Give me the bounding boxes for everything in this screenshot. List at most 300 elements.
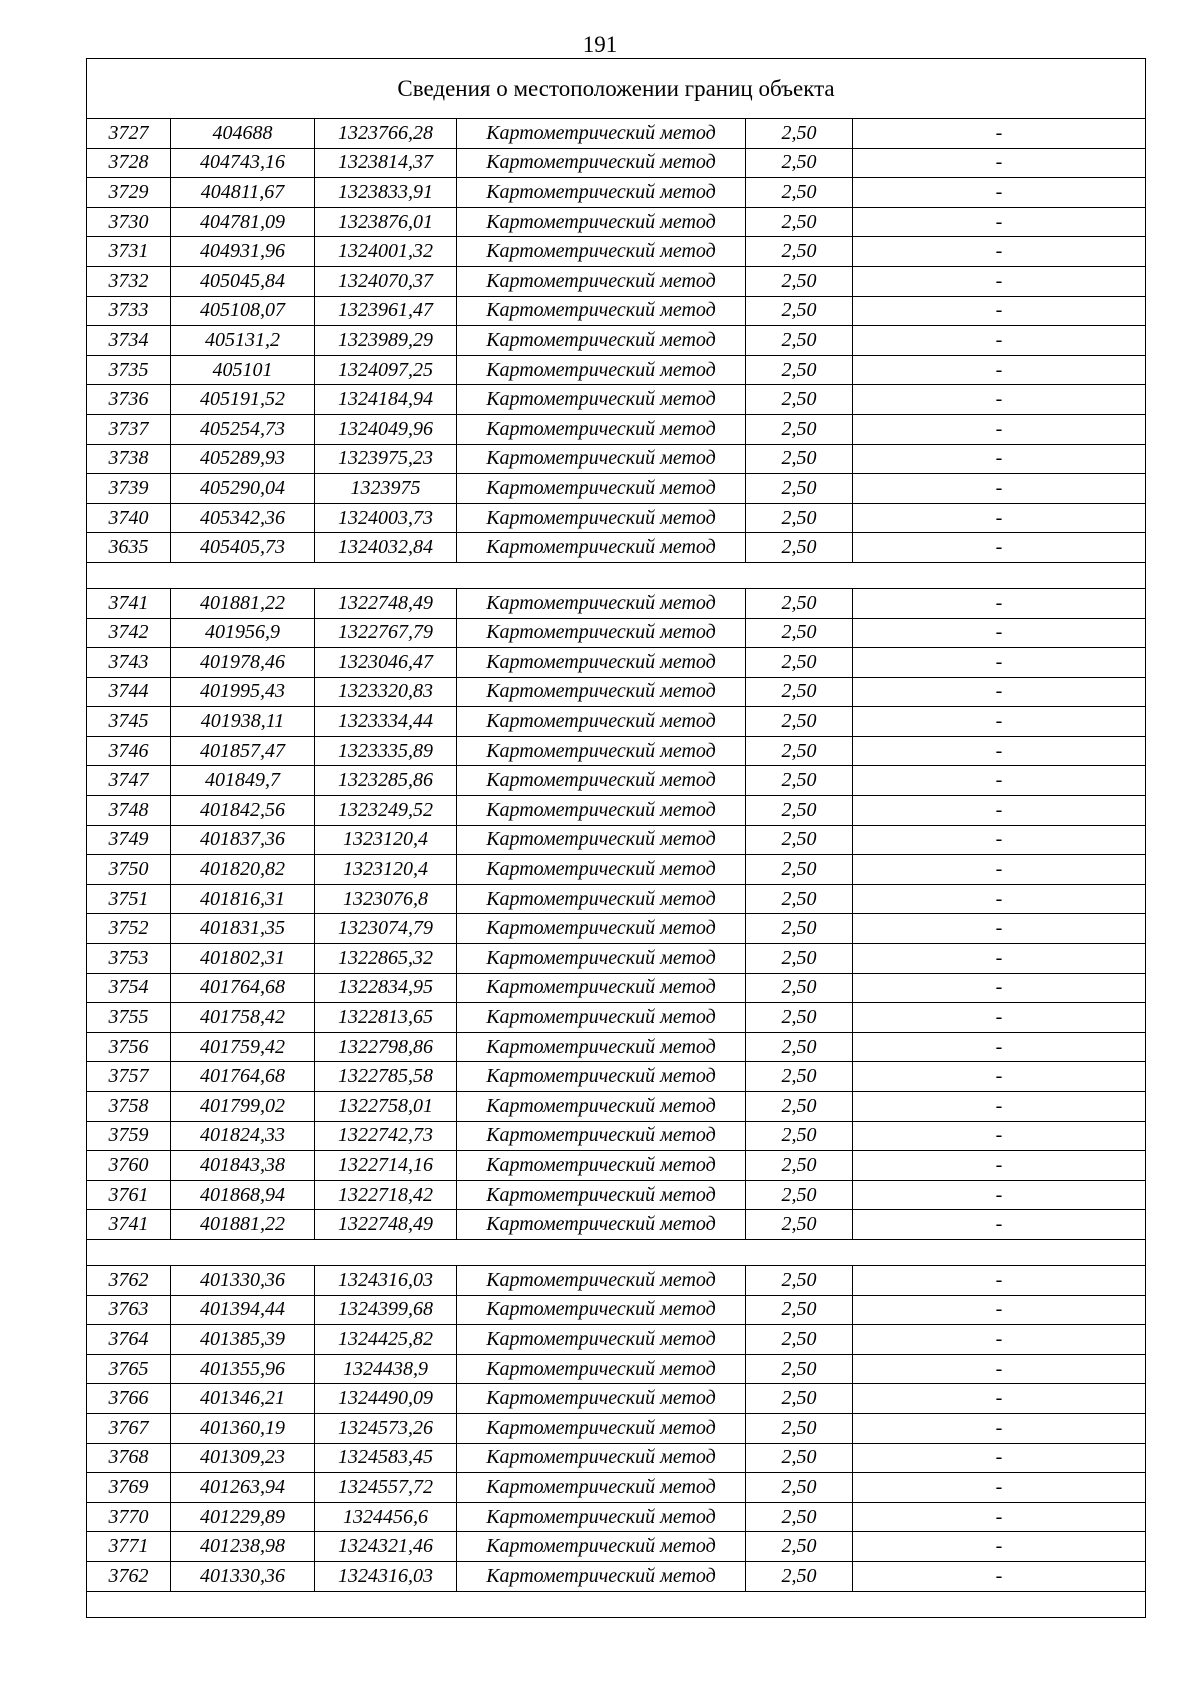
- x-coordinate-cell: 404688: [171, 119, 315, 148]
- description-cell: -: [995, 798, 1003, 821]
- y-coordinate-cell: 1324184,94: [315, 385, 457, 414]
- y-coordinate-cell: 1323876,01: [315, 208, 457, 237]
- point-number-cell: 3754: [87, 974, 171, 1003]
- x-coordinate-cell: 401330,36: [171, 1266, 315, 1295]
- point-number-cell: 3734: [87, 326, 171, 355]
- x-coordinate-cell: 401956,9: [171, 619, 315, 648]
- y-coordinate-cell: 1324003,73: [315, 504, 457, 533]
- method-cell: Картометрический метод: [457, 1532, 746, 1561]
- description-cell: -: [995, 388, 1003, 411]
- method-cell: Картометрический метод: [457, 914, 746, 943]
- accuracy-cell: 2,50: [746, 1266, 853, 1295]
- y-coordinate-cell: 1324557,72: [315, 1473, 457, 1502]
- accuracy-cell: 2,50: [746, 796, 853, 825]
- method-cell: Картометрический метод: [457, 474, 746, 503]
- y-coordinate-cell: 1324456,6: [315, 1503, 457, 1532]
- table-row: [87, 474, 1145, 504]
- description-cell: -: [995, 887, 1003, 910]
- method-cell: Картометрический метод: [457, 1181, 746, 1210]
- method-cell: Картометрический метод: [457, 1444, 746, 1473]
- accuracy-cell: 2,50: [746, 1503, 853, 1532]
- point-number-cell: 3762: [87, 1562, 171, 1591]
- point-number-cell: 3751: [87, 885, 171, 914]
- point-number-cell: 3769: [87, 1473, 171, 1502]
- accuracy-cell: 2,50: [746, 707, 853, 736]
- point-number-cell: 3767: [87, 1414, 171, 1443]
- table-row: [87, 589, 1145, 619]
- table-row: [87, 178, 1145, 208]
- accuracy-cell: 2,50: [746, 944, 853, 973]
- point-number-cell: 3756: [87, 1033, 171, 1062]
- description-cell: -: [995, 121, 1003, 144]
- method-cell: Картометрический метод: [457, 504, 746, 533]
- description-cell: -: [995, 1505, 1003, 1528]
- y-coordinate-cell: 1324438,9: [315, 1355, 457, 1384]
- accuracy-cell: 2,50: [746, 1062, 853, 1091]
- method-cell: Картометрический метод: [457, 678, 746, 707]
- accuracy-cell: 2,50: [746, 1355, 853, 1384]
- accuracy-cell: 2,50: [746, 1384, 853, 1413]
- method-cell: Картометрический метод: [457, 267, 746, 296]
- point-number-cell: 3746: [87, 737, 171, 766]
- method-cell: Картометрический метод: [457, 1355, 746, 1384]
- x-coordinate-cell: 401978,46: [171, 648, 315, 677]
- accuracy-cell: 2,50: [746, 149, 853, 178]
- x-coordinate-cell: 401831,35: [171, 914, 315, 943]
- description-cell: -: [995, 858, 1003, 881]
- x-coordinate-cell: 401764,68: [171, 1062, 315, 1091]
- description-cell: -: [995, 1446, 1003, 1469]
- x-coordinate-cell: 404743,16: [171, 149, 315, 178]
- description-cell: -: [995, 536, 1003, 559]
- x-coordinate-cell: 401843,38: [171, 1151, 315, 1180]
- accuracy-cell: 2,50: [746, 1414, 853, 1443]
- description-cell: -: [995, 1006, 1003, 1029]
- description-cell: -: [995, 506, 1003, 529]
- y-coordinate-cell: 1324316,03: [315, 1562, 457, 1591]
- point-number-cell: 3755: [87, 1003, 171, 1032]
- table-row: [87, 1532, 1145, 1562]
- x-coordinate-cell: 401238,98: [171, 1532, 315, 1561]
- table-row: [87, 737, 1145, 767]
- method-cell: Картометрический метод: [457, 415, 746, 444]
- table-row: [87, 1414, 1145, 1444]
- y-coordinate-cell: 1323975,23: [315, 445, 457, 474]
- description-cell: -: [995, 1035, 1003, 1058]
- x-coordinate-cell: 405131,2: [171, 326, 315, 355]
- method-cell: Картометрический метод: [457, 1266, 746, 1295]
- point-number-cell: 3770: [87, 1503, 171, 1532]
- x-coordinate-cell: 401857,47: [171, 737, 315, 766]
- y-coordinate-cell: 1322714,16: [315, 1151, 457, 1180]
- y-coordinate-cell: 1322742,73: [315, 1122, 457, 1151]
- method-cell: Картометрический метод: [457, 885, 746, 914]
- point-number-cell: 3763: [87, 1296, 171, 1325]
- table-title: Сведения о местоположении границ объекта: [87, 59, 1145, 119]
- accuracy-cell: 2,50: [746, 648, 853, 677]
- description-cell: -: [995, 1416, 1003, 1439]
- y-coordinate-cell: 1322798,86: [315, 1033, 457, 1062]
- accuracy-cell: 2,50: [746, 1296, 853, 1325]
- x-coordinate-cell: 401868,94: [171, 1181, 315, 1210]
- table-row: [87, 1444, 1145, 1474]
- y-coordinate-cell: 1322785,58: [315, 1062, 457, 1091]
- table-row: [87, 149, 1145, 179]
- description-cell: -: [995, 1065, 1003, 1088]
- table-row: [87, 385, 1145, 415]
- accuracy-cell: 2,50: [746, 1473, 853, 1502]
- method-cell: Картометрический метод: [457, 119, 746, 148]
- description-cell: -: [995, 269, 1003, 292]
- accuracy-cell: 2,50: [746, 1444, 853, 1473]
- accuracy-cell: 2,50: [746, 1033, 853, 1062]
- y-coordinate-cell: 1323074,79: [315, 914, 457, 943]
- point-number-cell: 3738: [87, 445, 171, 474]
- y-coordinate-cell: 1324097,25: [315, 356, 457, 385]
- method-cell: Картометрический метод: [457, 1325, 746, 1354]
- table-row: [87, 678, 1145, 708]
- x-coordinate-cell: 405254,73: [171, 415, 315, 444]
- accuracy-cell: 2,50: [746, 1003, 853, 1032]
- accuracy-cell: 2,50: [746, 766, 853, 795]
- x-coordinate-cell: 405342,36: [171, 504, 315, 533]
- table-body: [87, 119, 1145, 1618]
- y-coordinate-cell: 1323833,91: [315, 178, 457, 207]
- table-row: [87, 707, 1145, 737]
- point-number-cell: 3759: [87, 1122, 171, 1151]
- method-cell: Картометрический метод: [457, 589, 746, 618]
- y-coordinate-cell: 1322834,95: [315, 974, 457, 1003]
- table-row: [87, 1503, 1145, 1533]
- point-number-cell: 3727: [87, 119, 171, 148]
- table-row: [87, 648, 1145, 678]
- method-cell: Картометрический метод: [457, 178, 746, 207]
- table-row: [87, 1033, 1145, 1063]
- description-cell: -: [995, 358, 1003, 381]
- table-row: [87, 1003, 1145, 1033]
- table-row: [87, 1384, 1145, 1414]
- method-cell: Картометрический метод: [457, 1092, 746, 1121]
- method-cell: Картометрический метод: [457, 1473, 746, 1502]
- method-cell: Картометрический метод: [457, 944, 746, 973]
- x-coordinate-cell: 401842,56: [171, 796, 315, 825]
- point-number-cell: 3747: [87, 766, 171, 795]
- y-coordinate-cell: 1323285,86: [315, 766, 457, 795]
- x-coordinate-cell: 405101: [171, 356, 315, 385]
- y-coordinate-cell: 1322865,32: [315, 944, 457, 973]
- method-cell: Картометрический метод: [457, 149, 746, 178]
- accuracy-cell: 2,50: [746, 1532, 853, 1561]
- description-cell: -: [995, 769, 1003, 792]
- accuracy-cell: 2,50: [746, 178, 853, 207]
- description-cell: -: [995, 240, 1003, 263]
- method-cell: Картометрический метод: [457, 1414, 746, 1443]
- point-number-cell: 3762: [87, 1266, 171, 1295]
- table-row: [87, 1062, 1145, 1092]
- accuracy-cell: 2,50: [746, 974, 853, 1003]
- description-cell: -: [995, 591, 1003, 614]
- description-cell: -: [995, 1094, 1003, 1117]
- table-row: [87, 796, 1145, 826]
- method-cell: Картометрический метод: [457, 855, 746, 884]
- point-number-cell: 3739: [87, 474, 171, 503]
- description-cell: -: [995, 1153, 1003, 1176]
- x-coordinate-cell: 401849,7: [171, 766, 315, 795]
- y-coordinate-cell: 1324321,46: [315, 1532, 457, 1561]
- x-coordinate-cell: 405405,73: [171, 533, 315, 562]
- table-row: [87, 619, 1145, 649]
- x-coordinate-cell: 401309,23: [171, 1444, 315, 1473]
- table-row: [87, 766, 1145, 796]
- y-coordinate-cell: 1323334,44: [315, 707, 457, 736]
- x-coordinate-cell: 404931,96: [171, 237, 315, 266]
- table-row: [87, 533, 1145, 563]
- y-coordinate-cell: 1323814,37: [315, 149, 457, 178]
- x-coordinate-cell: 401355,96: [171, 1355, 315, 1384]
- accuracy-cell: 2,50: [746, 1122, 853, 1151]
- table-row: [87, 504, 1145, 534]
- accuracy-cell: 2,50: [746, 589, 853, 618]
- description-cell: -: [995, 917, 1003, 940]
- y-coordinate-cell: 1324032,84: [315, 533, 457, 562]
- table-row: [87, 1473, 1145, 1503]
- description-cell: -: [995, 1124, 1003, 1147]
- description-cell: -: [995, 650, 1003, 673]
- coordinates-table: [86, 58, 1146, 1618]
- point-number-cell: 3736: [87, 385, 171, 414]
- description-cell: -: [995, 680, 1003, 703]
- accuracy-cell: 2,50: [746, 1325, 853, 1354]
- table-row: [87, 1562, 1145, 1592]
- method-cell: Картометрический метод: [457, 297, 746, 326]
- method-cell: Картометрический метод: [457, 533, 746, 562]
- accuracy-cell: 2,50: [746, 826, 853, 855]
- method-cell: Картометрический метод: [457, 766, 746, 795]
- accuracy-cell: 2,50: [746, 1092, 853, 1121]
- description-cell: -: [995, 151, 1003, 174]
- y-coordinate-cell: 1323120,4: [315, 855, 457, 884]
- table-row: [87, 119, 1145, 149]
- point-number-cell: 3758: [87, 1092, 171, 1121]
- x-coordinate-cell: 401330,36: [171, 1562, 315, 1591]
- description-cell: -: [995, 828, 1003, 851]
- accuracy-cell: 2,50: [746, 385, 853, 414]
- point-number-cell: 3635: [87, 533, 171, 562]
- block-separator-row: [87, 1592, 1145, 1618]
- accuracy-cell: 2,50: [746, 1181, 853, 1210]
- accuracy-cell: 2,50: [746, 504, 853, 533]
- method-cell: Картометрический метод: [457, 1384, 746, 1413]
- y-coordinate-cell: 1323076,8: [315, 885, 457, 914]
- x-coordinate-cell: 401802,31: [171, 944, 315, 973]
- x-coordinate-cell: 405108,07: [171, 297, 315, 326]
- block-separator-row: [87, 1240, 1145, 1266]
- x-coordinate-cell: 401938,11: [171, 707, 315, 736]
- y-coordinate-cell: 1323249,52: [315, 796, 457, 825]
- accuracy-cell: 2,50: [746, 474, 853, 503]
- point-number-cell: 3748: [87, 796, 171, 825]
- method-cell: Картометрический метод: [457, 385, 746, 414]
- description-cell: -: [995, 299, 1003, 322]
- point-number-cell: 3760: [87, 1151, 171, 1180]
- x-coordinate-cell: 404781,09: [171, 208, 315, 237]
- description-cell: -: [995, 1327, 1003, 1350]
- table-row: [87, 267, 1145, 297]
- description-cell: -: [995, 946, 1003, 969]
- method-cell: Картометрический метод: [457, 208, 746, 237]
- table-row: [87, 1122, 1145, 1152]
- method-cell: Картометрический метод: [457, 1062, 746, 1091]
- y-coordinate-cell: 1324316,03: [315, 1266, 457, 1295]
- table-row: [87, 1151, 1145, 1181]
- x-coordinate-cell: 401837,36: [171, 826, 315, 855]
- y-coordinate-cell: 1324001,32: [315, 237, 457, 266]
- point-number-cell: 3761: [87, 1181, 171, 1210]
- x-coordinate-cell: 401764,68: [171, 974, 315, 1003]
- x-coordinate-cell: 404811,67: [171, 178, 315, 207]
- table-row: [87, 445, 1145, 475]
- x-coordinate-cell: 401759,42: [171, 1033, 315, 1062]
- point-number-cell: 3771: [87, 1532, 171, 1561]
- method-cell: Картометрический метод: [457, 826, 746, 855]
- x-coordinate-cell: 401820,82: [171, 855, 315, 884]
- description-cell: -: [995, 1564, 1003, 1587]
- point-number-cell: 3744: [87, 678, 171, 707]
- point-number-cell: 3740: [87, 504, 171, 533]
- method-cell: Картометрический метод: [457, 619, 746, 648]
- description-cell: -: [995, 976, 1003, 999]
- table-row: [87, 326, 1145, 356]
- description-cell: -: [995, 1268, 1003, 1291]
- table-row: [87, 885, 1145, 915]
- x-coordinate-cell: 401799,02: [171, 1092, 315, 1121]
- method-cell: Картометрический метод: [457, 1210, 746, 1239]
- description-cell: -: [995, 476, 1003, 499]
- y-coordinate-cell: 1323975: [315, 474, 457, 503]
- x-coordinate-cell: 401881,22: [171, 1210, 315, 1239]
- point-number-cell: 3735: [87, 356, 171, 385]
- method-cell: Картометрический метод: [457, 648, 746, 677]
- accuracy-cell: 2,50: [746, 1210, 853, 1239]
- method-cell: Картометрический метод: [457, 796, 746, 825]
- x-coordinate-cell: 401263,94: [171, 1473, 315, 1502]
- accuracy-cell: 2,50: [746, 356, 853, 385]
- table-row: [87, 297, 1145, 327]
- point-number-cell: 3737: [87, 415, 171, 444]
- method-cell: Картометрический метод: [457, 1151, 746, 1180]
- table-row: [87, 1266, 1145, 1296]
- table-row: [87, 914, 1145, 944]
- method-cell: Картометрический метод: [457, 737, 746, 766]
- method-cell: Картометрический метод: [457, 1562, 746, 1591]
- x-coordinate-cell: 401995,43: [171, 678, 315, 707]
- point-number-cell: 3730: [87, 208, 171, 237]
- accuracy-cell: 2,50: [746, 119, 853, 148]
- point-number-cell: 3728: [87, 149, 171, 178]
- y-coordinate-cell: 1323335,89: [315, 737, 457, 766]
- accuracy-cell: 2,50: [746, 885, 853, 914]
- accuracy-cell: 2,50: [746, 415, 853, 444]
- description-cell: -: [995, 739, 1003, 762]
- accuracy-cell: 2,50: [746, 1562, 853, 1591]
- accuracy-cell: 2,50: [746, 297, 853, 326]
- method-cell: Картометрический метод: [457, 1003, 746, 1032]
- point-number-cell: 3765: [87, 1355, 171, 1384]
- description-cell: -: [995, 210, 1003, 233]
- method-cell: Картометрический метод: [457, 1033, 746, 1062]
- description-cell: -: [995, 328, 1003, 351]
- method-cell: Картометрический метод: [457, 1296, 746, 1325]
- x-coordinate-cell: 401816,31: [171, 885, 315, 914]
- table-row: [87, 1210, 1145, 1240]
- description-cell: -: [995, 1535, 1003, 1558]
- accuracy-cell: 2,50: [746, 1151, 853, 1180]
- y-coordinate-cell: 1322718,42: [315, 1181, 457, 1210]
- accuracy-cell: 2,50: [746, 237, 853, 266]
- x-coordinate-cell: 401394,44: [171, 1296, 315, 1325]
- description-cell: -: [995, 1475, 1003, 1498]
- accuracy-cell: 2,50: [746, 533, 853, 562]
- x-coordinate-cell: 401385,39: [171, 1325, 315, 1354]
- description-cell: -: [995, 1298, 1003, 1321]
- point-number-cell: 3768: [87, 1444, 171, 1473]
- x-coordinate-cell: 405290,04: [171, 474, 315, 503]
- x-coordinate-cell: 401881,22: [171, 589, 315, 618]
- point-number-cell: 3729: [87, 178, 171, 207]
- description-cell: -: [995, 447, 1003, 470]
- y-coordinate-cell: 1323046,47: [315, 648, 457, 677]
- point-number-cell: 3757: [87, 1062, 171, 1091]
- point-number-cell: 3752: [87, 914, 171, 943]
- table-row: [87, 826, 1145, 856]
- y-coordinate-cell: 1324583,45: [315, 1444, 457, 1473]
- table-row: [87, 1181, 1145, 1211]
- accuracy-cell: 2,50: [746, 445, 853, 474]
- description-cell: -: [995, 710, 1003, 733]
- table-row: [87, 208, 1145, 238]
- accuracy-cell: 2,50: [746, 737, 853, 766]
- accuracy-cell: 2,50: [746, 326, 853, 355]
- x-coordinate-cell: 401758,42: [171, 1003, 315, 1032]
- y-coordinate-cell: 1324070,37: [315, 267, 457, 296]
- description-cell: -: [995, 417, 1003, 440]
- point-number-cell: 3741: [87, 1210, 171, 1239]
- method-cell: Картометрический метод: [457, 445, 746, 474]
- table-row: [87, 1325, 1145, 1355]
- y-coordinate-cell: 1323120,4: [315, 826, 457, 855]
- y-coordinate-cell: 1322748,49: [315, 1210, 457, 1239]
- x-coordinate-cell: 401346,21: [171, 1384, 315, 1413]
- method-cell: Картометрический метод: [457, 974, 746, 1003]
- point-number-cell: 3743: [87, 648, 171, 677]
- y-coordinate-cell: 1323766,28: [315, 119, 457, 148]
- point-number-cell: 3750: [87, 855, 171, 884]
- description-cell: -: [995, 1183, 1003, 1206]
- x-coordinate-cell: 405045,84: [171, 267, 315, 296]
- description-cell: -: [995, 1357, 1003, 1380]
- table-row: [87, 415, 1145, 445]
- accuracy-cell: 2,50: [746, 208, 853, 237]
- method-cell: Картометрический метод: [457, 707, 746, 736]
- table-row: [87, 356, 1145, 386]
- point-number-cell: 3753: [87, 944, 171, 973]
- table-row: [87, 1092, 1145, 1122]
- point-number-cell: 3732: [87, 267, 171, 296]
- block-separator-row: [87, 563, 1145, 589]
- x-coordinate-cell: 401360,19: [171, 1414, 315, 1443]
- x-coordinate-cell: 405191,52: [171, 385, 315, 414]
- table-row: [87, 1355, 1145, 1385]
